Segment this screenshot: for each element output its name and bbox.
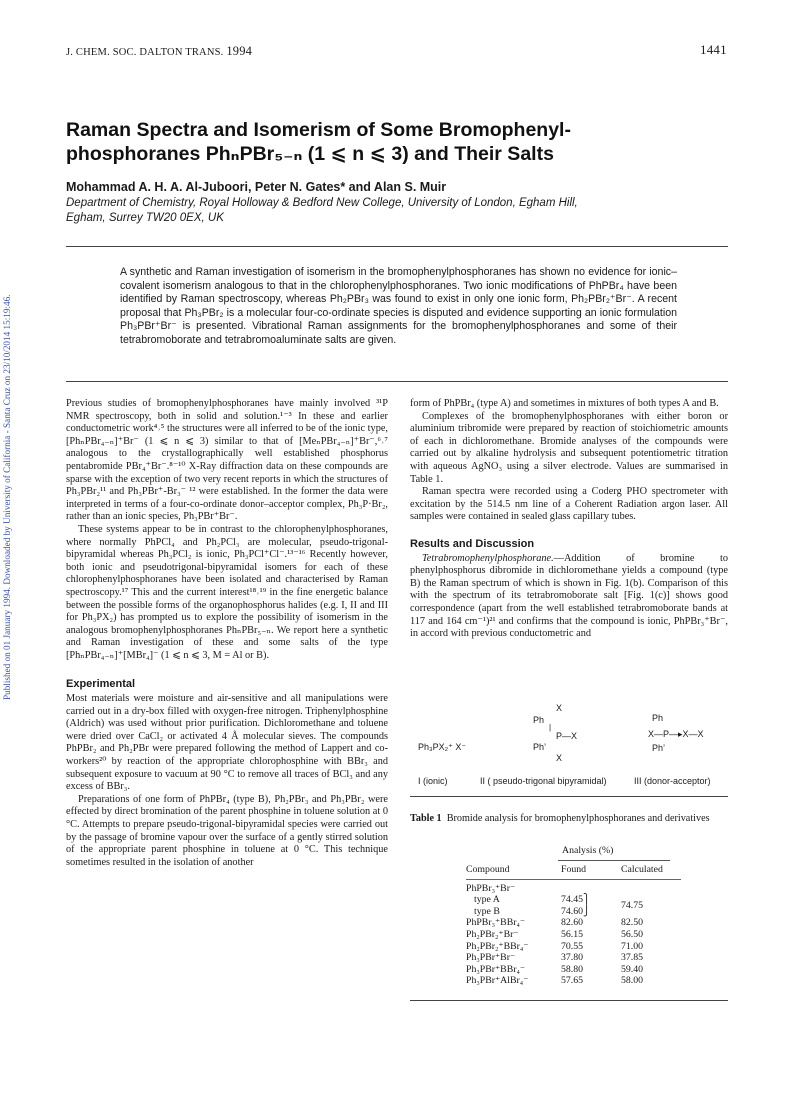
structure-II-center: P—X bbox=[556, 731, 578, 741]
table-header-row bbox=[466, 864, 681, 879]
author-list: Mohammad A. H. A. Al-Juboori, Peter N. Gates* and Alan S. Muir bbox=[66, 180, 447, 194]
right-paragraph-3: Raman spectra were recorded using a Coderg PHO spectrometer with excitation by the 514.5 nm line of a Coherent Radiation argon laser. All samples were contained in sealed glass capillary tubes. bbox=[410, 486, 728, 523]
page-number: 1441 bbox=[700, 42, 727, 57]
top-rule bbox=[66, 246, 728, 247]
intro-paragraph-2: These systems appear to be in contrast to the chlorophenylphosphoranes, where normally PhPCl₄ and Ph₂PCl₃ are molecular, pseudo-trigonal-bipyramidal whereas Ph₃PCl₂ is ionic, Ph₃PCl⁺Cl⁻.¹³⁻¹⁶ Recently however, both ionic and pseudotrigonal-bipyramidal isomers for each of these chlorophenylphosphoranes have been isolated and characterised by Raman spectroscopy.¹⁷ This and the current interest¹⁸˒¹⁹ in the fine energetic balance between the possible forms of the organophosphorus halides (e.g. I, II and III for Ph₃PX₂) has prompted us to explore the possibility of isomerism in the analogous bromophenylphosphoranes PhₙPBr₅₋ₙ. We report here a synthetic and Raman investigation of these and some salts of the type [PhₙPBr₄₋ₙ]⁺[MBr₄]⁻ (1 ⩽ n ⩽ 3, M = Al or B). bbox=[66, 523, 388, 661]
structure-III-ph2: Ph’ bbox=[652, 743, 666, 753]
table-bottom-rule bbox=[410, 1000, 728, 1001]
cell-found: 57.65 bbox=[561, 975, 584, 987]
cell-found: 58.80 bbox=[561, 963, 584, 975]
cell-compound: Ph₂PBr₂⁺Br⁻ bbox=[466, 928, 519, 940]
cell-calc: 56.50 bbox=[621, 928, 644, 940]
right-column bbox=[410, 398, 728, 641]
cell-calc bbox=[621, 879, 681, 894]
cell-compound: Ph₃PBr⁺AlBr₄⁻ bbox=[466, 975, 529, 987]
title-line-1: Raman Spectra and Isomerism of Some Bromophenyl- bbox=[66, 119, 571, 141]
table-1-caption bbox=[410, 813, 728, 826]
cell-compound: Ph₂PBr₂⁺BBr₄⁻ bbox=[466, 940, 529, 952]
results-text: —Addition of bromine to phenylphosphorus dibromide in dichloromethane yields a compound (type B) the Raman spectrum of which is shown in Fig. 1(b). Comparison of this with the spectrum of its tetrabromoborate salt [Fig. 1(c)] shows good correspondence (apart from the well established tetrabromoborate bands at 117 and 164 cm⁻¹)²¹ and confirms that the compound is ionic, PhPBr₃⁺Br⁻, in accord with previous conductometric and bbox=[410, 552, 728, 640]
abstract: A synthetic and Raman investigation of isomerism in the bromophenylphosphoranes has shown no evidence for ionic–covalent isomerism analogous to that in the chlorophenylphosphoranes. Two ionic modifications of PhPBr₄ have been identified by Raman spectroscopy, whereas Ph₂PBr₃ was found to exist in only one ionic form, Ph₂PBr₂⁺Br⁻. A recent proposal that Ph₃PBr₂ is a molecular four-co-ordinate species is disputed and evidence supporting an ionic formulation Ph₃PBr⁺Br⁻ is presented. Vibrational Raman assignments for the bromophenylphosphoranes and some of their tetrabromoborate and tetrabromoaluminate salts are given. bbox=[120, 266, 677, 346]
table-top-rule bbox=[410, 796, 728, 797]
table-row bbox=[466, 941, 681, 953]
table-row bbox=[466, 894, 681, 906]
table-row bbox=[466, 952, 681, 964]
table-row bbox=[466, 964, 681, 976]
structure-III-label: III (donor-acceptor) bbox=[634, 776, 711, 786]
running-head-journal bbox=[66, 44, 252, 59]
structure-II-bottom: X bbox=[556, 753, 563, 763]
cell-found: 56.15 bbox=[561, 928, 584, 940]
experimental-paragraph-1: Most materials were moisture and air-sensitive and all manipulations were carried out in a dry-box filled with oxygen-free nitrogen. Triphenylphosphine (Aldrich) was used without prior purification. Dichloromethane and toluene were dried over CaCl₂ or activated 4 Å molecular sieves. The compounds PhPBr₂ and Ph₂PBr were prepared following the method of Lappert and co-workers²⁰ by reaction of the appropriate chlorophosphine with BBr₃ and subsequent exposure to vacuum at 90 °C to remove all traces of BCl₃ and any excess of BBr₃. bbox=[66, 693, 388, 793]
intro-paragraph-1: Previous studies of bromophenylphosphoranes have mainly involved ³¹P NMR spectroscopy, both in solid and solution.¹⁻³ In these and earlier conductometric work⁴˒⁵ the structures were all inferred to be of the ionic type, [PhₙPBr₄₋ₙ]⁺Br⁻ (1 ⩽ n ⩽ 3) similar to that of [MeₙPBr₄₋ₙ]⁺Br⁻,⁶˒⁷ analogous to the crystallographically well established phosphorus pentabromide PBr₄⁺Br⁻.⁸⁻¹⁰ X-Ray diffraction data on these compounds are sparse with the exception of two very recent reports in which the structures of Ph₃PBr₂¹¹ and Ph₃PBr⁺-Br₃⁻ ¹² were established. In the former the data were interpreted in terms of a four-co-ordinate donor–acceptor complex, Ph₃P·Br₂, rather than an ionic species, Ph₃PBr⁺Br⁻. bbox=[66, 398, 388, 523]
structure-II-bond-up: | bbox=[549, 723, 552, 732]
cell-calc: 58.00 bbox=[621, 975, 644, 987]
cell-calc: 82.50 bbox=[621, 917, 644, 929]
left-column bbox=[66, 398, 388, 869]
cell-compound: PhPBr₃⁺Br⁻ bbox=[466, 882, 516, 894]
header-calculated: Calculated bbox=[621, 864, 663, 875]
title-line-2: phosphoranes PhₙPBr₅₋ₙ (1 ⩽ n ⩽ 3) and Their Salts bbox=[66, 143, 554, 165]
table-1-label: Table 1 bbox=[410, 813, 442, 824]
results-heading: Results and Discussion bbox=[410, 537, 535, 550]
affiliation bbox=[66, 196, 726, 226]
table-row bbox=[466, 879, 681, 894]
structure-III-center: X—P—▸X—X bbox=[648, 729, 704, 739]
brace-top: ⎫ bbox=[583, 894, 591, 906]
structure-I-formula: Ph₃PX₂⁺ X⁻ bbox=[418, 742, 467, 752]
structure-I-label: I (ionic) bbox=[418, 776, 448, 786]
cell-found bbox=[561, 894, 621, 906]
cell-calc: 74.75 bbox=[621, 899, 644, 911]
abstract-rule bbox=[66, 381, 728, 382]
structure-II-ph2: Ph’ bbox=[533, 742, 547, 752]
experimental-heading: Experimental bbox=[66, 678, 136, 691]
header-found: Found bbox=[561, 864, 587, 875]
cell-found bbox=[561, 879, 621, 894]
cell-calc: 37.85 bbox=[621, 952, 644, 964]
journal-year: 1994 bbox=[226, 44, 253, 58]
table-row bbox=[466, 929, 681, 941]
structure-III-ph1: Ph bbox=[652, 713, 664, 723]
article-title bbox=[66, 118, 726, 166]
cell-found: 37.80 bbox=[561, 952, 584, 964]
cell-found bbox=[561, 906, 621, 918]
structure-II-top: X bbox=[556, 703, 563, 713]
brace-bottom: ⎭ bbox=[583, 905, 591, 917]
right-paragraph-2: Complexes of the bromophenylphosphoranes with either boron or aluminium tribromide were prepared by reaction of stoichiometric amounts of each in dichloromethane. Bromide analyses of the compounds were carried out by alkaline hydrolysis and subsequent potentiometric titration with aqueous AgNO₃ using a silver electrode. Values are summarised in Table 1. bbox=[410, 410, 728, 485]
cell-found-value: 74.60 bbox=[561, 905, 584, 917]
table-1-caption-text: Bromide analysis for bromophenylphosphoranes and derivatives bbox=[446, 813, 710, 824]
table-row bbox=[466, 975, 681, 987]
table-row bbox=[466, 917, 681, 929]
cell-compound: type B bbox=[474, 905, 500, 917]
right-paragraph-1: form of PhPBr₄ (type A) and sometimes in mixtures of both types A and B. bbox=[410, 398, 719, 409]
cell-compound: PhPBr₃⁺BBr₄⁻ bbox=[466, 917, 526, 929]
table-1-group-header: Analysis (%) bbox=[562, 845, 614, 856]
cell-found-value: 74.45 bbox=[561, 894, 584, 906]
cell-found: 82.60 bbox=[561, 917, 584, 929]
results-paragraph bbox=[410, 553, 728, 641]
experimental-paragraph-2: Preparations of one form of PhPBr₄ (type B), Ph₂PBr₃ and Ph₃PBr₂ were effected by direct bromination of the parent phosphine in toluene solution at 0 °C. Attempts to prepare pseudo-trigonal-bipyramidal species were carried out by the passage of bromine vapour over the surface of a gently stirred solution of the appropriate parent phosphine in toluene at 0 °C. This technique sometimes resulted in the isolation of another bbox=[66, 793, 388, 868]
structure-II-label: II ( pseudo-trigonal bipyramidal) bbox=[480, 776, 607, 786]
cell-compound: type A bbox=[474, 894, 500, 906]
cell-calc: 59.40 bbox=[621, 963, 644, 975]
cell-compound: Ph₃PBr⁺BBr₄⁻ bbox=[466, 963, 526, 975]
download-notice: Published on 01 January 1994. Downloaded by University of California - Santa Cruz on 23/10/2014 15:19:46. bbox=[2, 294, 12, 700]
results-lead: Tetrabromophenylphosphorane. bbox=[422, 552, 554, 564]
affiliation-line-1: Department of Chemistry, Royal Holloway & Bedford New College, University of London, Egham Hill, bbox=[66, 197, 578, 209]
journal-name: J. CHEM. SOC. DALTON TRANS. bbox=[66, 47, 224, 58]
affiliation-line-2: Egham, Surrey TW20 0EX, UK bbox=[66, 212, 224, 224]
bromide-analysis-table bbox=[466, 864, 681, 987]
cell-compound: Ph₃PBr⁺Br⁻ bbox=[466, 952, 516, 964]
header-compound: Compound bbox=[466, 864, 510, 875]
table-group-rule bbox=[558, 860, 670, 861]
structure-II-ph1: Ph bbox=[533, 715, 545, 725]
table-1 bbox=[466, 864, 681, 987]
cell-calc: 71.00 bbox=[621, 940, 644, 952]
cell-found: 70.55 bbox=[561, 940, 584, 952]
